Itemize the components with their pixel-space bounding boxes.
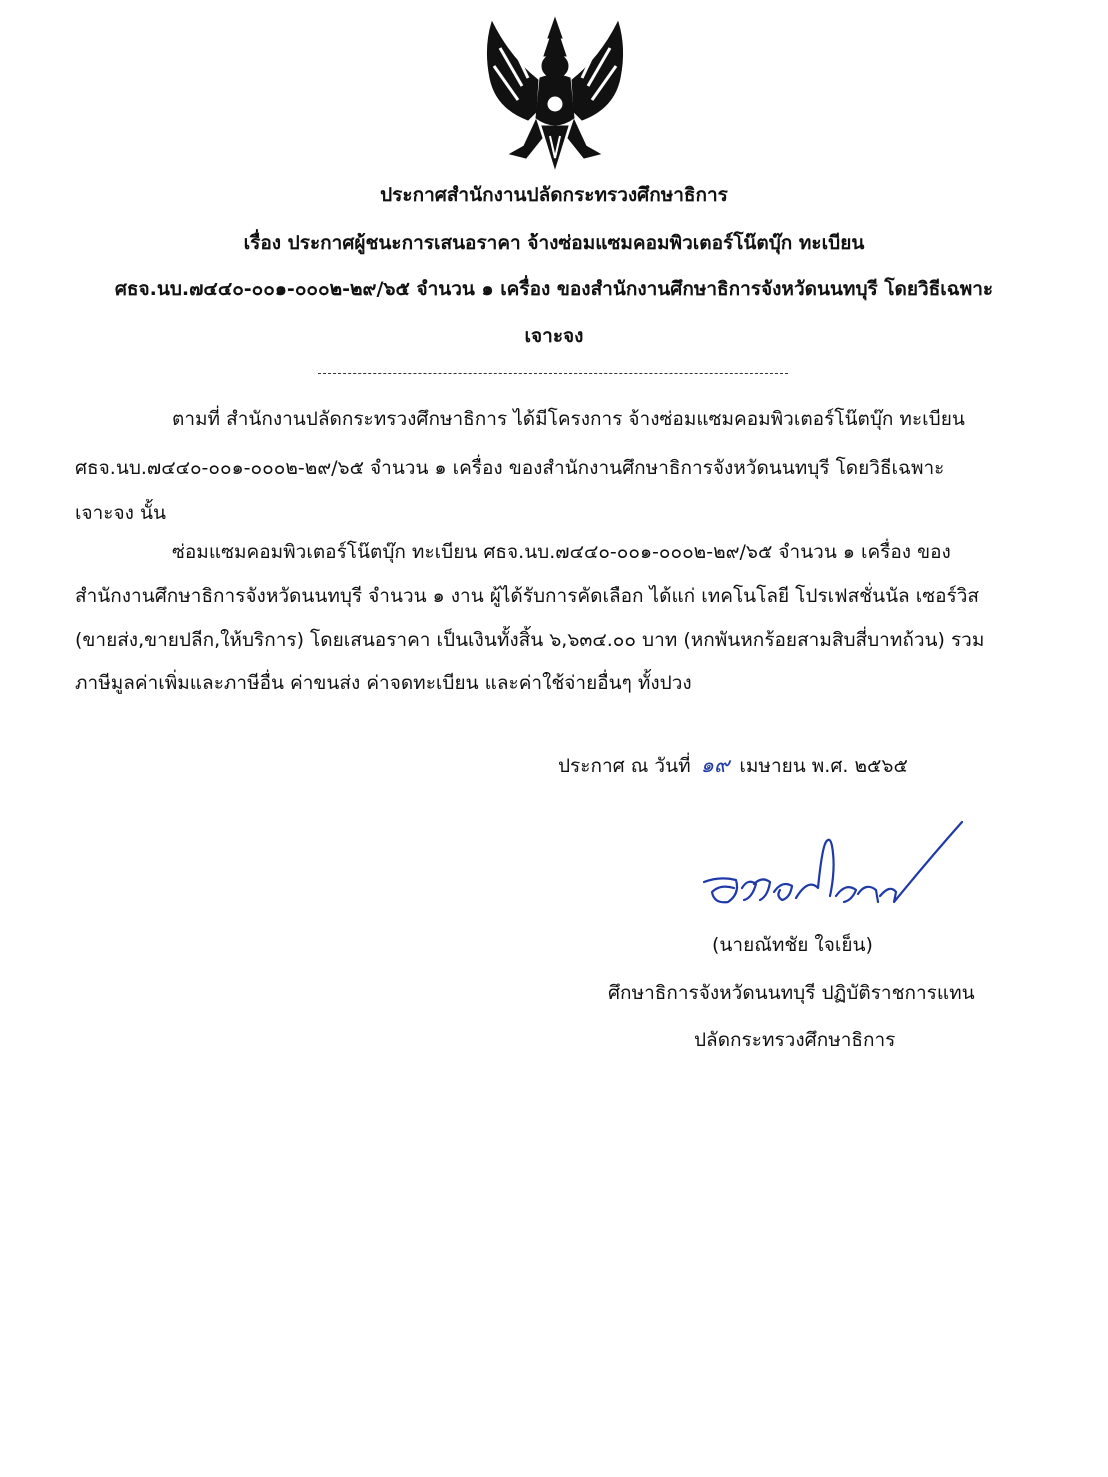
date-prefix: ประกาศ ณ วันที่ bbox=[558, 755, 691, 777]
announcement-date bbox=[558, 752, 908, 779]
subject-line-2: ศธจ.นบ.๗๔๔๐-๐๐๑-๐๐๐๒-๒๙/๖๕ จำนวน ๑ เครื่อง ของสำนักงานศึกษาธิการจังหวัดนนทบุรี โดยวิธีเฉพาะ bbox=[114, 278, 994, 300]
date-day-handwritten: ๑๙ bbox=[700, 753, 730, 777]
paragraph-2-line-1: ซ่อมแซมคอมพิวเตอร์โน๊ตบุ๊ก ทะเบียน ศธจ.นบ.๗๔๔๐-๐๐๑-๐๐๐๒-๒๙/๖๕ จำนวน ๑ เครื่อง ของ bbox=[172, 541, 951, 563]
paragraph-1-line-1: ตามที่ สำนักงานปลัดกระทรวงศึกษาธิการ ได้มีโครงการ จ้างซ่อมแซมคอมพิวเตอร์โน๊ตบุ๊ก ทะเบียน bbox=[172, 408, 965, 430]
garuda-emblem-icon bbox=[470, 8, 640, 178]
paragraph-2-line-3: (ขายส่ง,ขายปลีก,ให้บริการ) โดยเสนอราคา เป็นเงินทั้งสิ้น ๖,๖๓๔.๐๐ บาท (หกพันหกร้อยสามสิบสี่บาทถ้วน) รวม bbox=[75, 629, 985, 651]
signatory-name: (นายณัทชัย ใจเย็น) bbox=[712, 934, 873, 956]
document-title: ประกาศสำนักงานปลัดกระทรวงศึกษาธิการ bbox=[380, 184, 728, 206]
separator-line bbox=[318, 373, 788, 374]
signatory-position: ศึกษาธิการจังหวัดนนทบุรี ปฏิบัติราชการแทน bbox=[608, 982, 975, 1004]
subject-line-3: เจาะจง bbox=[524, 325, 584, 347]
paragraph-2-line-2: สำนักงานศึกษาธิการจังหวัดนนทบุรี จำนวน ๑ งาน ผู้ได้รับการคัดเลือก ได้แก่ เทคโนโลยี โปรเฟสชั่นนัล เซอร์วิส bbox=[75, 585, 980, 607]
paragraph-2-line-4: ภาษีมูลค่าเพิ่มและภาษีอื่น ค่าขนส่ง ค่าจดทะเบียน และค่าใช้จ่ายอื่นๆ ทั้งปวง bbox=[75, 672, 692, 694]
date-month-year: เมษายน พ.ศ. ๒๕๖๕ bbox=[739, 755, 908, 777]
handwritten-signature bbox=[690, 818, 980, 918]
signatory-position-2: ปลัดกระทรวงศึกษาธิการ bbox=[694, 1029, 896, 1051]
subject-line-1: เรื่อง ประกาศผู้ชนะการเสนอราคา จ้างซ่อมแซมคอมพิวเตอร์โน๊ตบุ๊ก ทะเบียน bbox=[243, 232, 865, 254]
paragraph-1-line-2: ศธจ.นบ.๗๔๔๐-๐๐๑-๐๐๐๒-๒๙/๖๕ จำนวน ๑ เครื่อง ของสำนักงานศึกษาธิการจังหวัดนนทบุรี โดยวิธีเฉพาะ bbox=[75, 457, 945, 479]
paragraph-1-line-3: เจาะจง นั้น bbox=[75, 502, 166, 524]
